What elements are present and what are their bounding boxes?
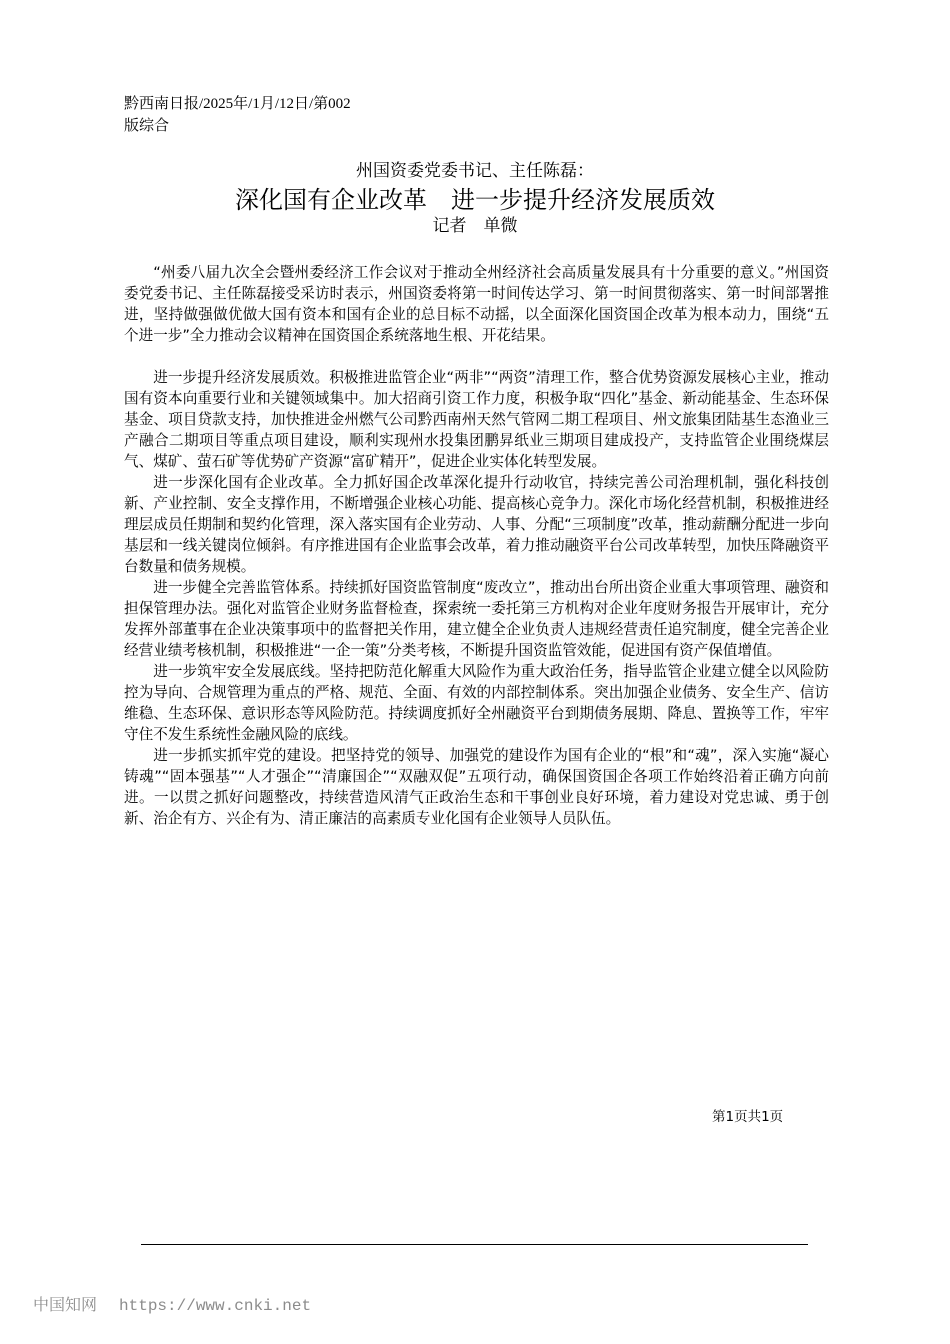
- paragraph-intro: “州委八届九次全会暨州委经济工作会议对于推动全州经济社会高质量发展具有十分重要的意义。”州国资委党委书记、主任陈磊接受采访时表示，州国资委将第一时间传达学习、第一时间贯彻落实、第一时间部署推进，坚持做强做优做大国有资本和国有企业的总目标不动摇，以全面深化国资国企改革为根本动力，围绕“五个进一步”全力推动会议精神在国资国企系统落地生根、开花结果。: [124, 264, 829, 344]
- watermark-name: 中国知网: [33, 1295, 98, 1314]
- source-info: [124, 93, 414, 137]
- paragraph-party-building: 进一步抓实抓牢党的建设。把坚持党的领导、加强党的建设作为国有企业的“根”和“魂”，深入实施“凝心铸魂”“固本强基”“人才强企”“清廉国企”“双融双促”五项行动，确保国资国企各项工作始终沿着正确方向前进。一以贯之抓好问题整改，持续营造风清气正政治生态和干事创业良好环境，着力建设对党忠诚、勇于创新、治企有方、兴企有为、清正廉洁的高素质专业化国有企业领导人员队伍。: [124, 747, 829, 827]
- paragraph-safety-bottom-line: 进一步筑牢安全发展底线。坚持把防范化解重大风险作为重大政治任务，指导监管企业建立健全以风险防控为导向、合规管理为重点的严格、规范、全面、有效的内部控制体系。突出加强企业债务、安全生产、信访维稳、生态环保、意识形态等风险防范。持续调度抓好全州融资平台到期债务展期、降息、置换等工作，牢牢守住不发生系统性金融风险的底线。: [124, 663, 829, 743]
- paragraph-enterprise-reform: 进一步深化国有企业改革。全力抓好国企改革深化提升行动收官，持续完善公司治理机制，强化科技创新、产业控制、安全支撑作用，不断增强企业核心功能、提高核心竞争力。深化市场化经营机制，积极推进经理层成员任期制和契约化管理，深入落实国有企业劳动、人事、分配“三项制度”改革，推动薪酬分配进一步向基层和一线关键岗位倾斜。有序推进国有企业监事会改革，着力推动融资平台公司改革转型，加快压降融资平台数量和债务规模。: [124, 474, 829, 575]
- source-line-2: 版综合: [124, 118, 170, 134]
- article-body: [124, 262, 829, 829]
- article-byline: 记者 单微: [432, 216, 518, 236]
- paragraph-economic-quality: 进一步提升经济发展质效。积极推进监管企业“两非”“两资”清理工作，整合优势资源发展核心主业，推动国有资本向重要行业和关键领域集中。加大招商引资工作力度，积极争取“四化”基金、新动能基金、生态环保基金、项目贷款支持，加快推进金州燃气公司黔西南州天然气管网二期工程项目、州文旅集团陆基生态渔业三产融合二期项目等重点项目建设，顺利实现州水投集团鹏昇纸业三期项目建成投产，支持监管企业围绕煤层气、煤矿、萤石矿等优势矿产资源“富矿精开”，促进企业实体化转型发展。: [124, 369, 829, 470]
- article-title: 深化国有企业改革 进一步提升经济发展质效: [235, 186, 715, 214]
- footer-divider: [141, 1244, 808, 1245]
- source-line-1: 黔西南日报/2025年/1月/12日/第002: [124, 96, 351, 112]
- page-number: 第1页共1页: [712, 1109, 784, 1125]
- watermark-url: https://www.cnki.net: [119, 1297, 312, 1315]
- cnki-watermark: [33, 1293, 311, 1318]
- article-subtitle: 州国资委党委书记、主任陈磊：: [356, 161, 594, 181]
- paragraph-supervision-system: 进一步健全完善监管体系。持续抓好国资监管制度“废改立”，推动出台所出资企业重大事项管理、融资和担保管理办法。强化对监管企业财务监督检查，探索统一委托第三方机构对企业年度财务报告开展审计，充分发挥外部董事在企业决策事项中的监督把关作用，建立健全企业负责人违规经营责任追究制度，健全完善企业经营业绩考核机制，积极推进“一企一策”分类考核，不断提升国资监管效能，促进国有资产保值增值。: [124, 579, 829, 659]
